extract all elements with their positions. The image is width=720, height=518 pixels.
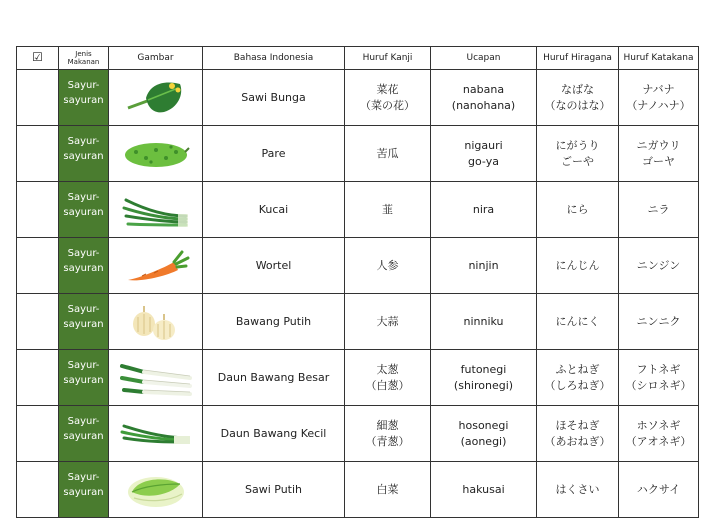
- category-cell: Sayur-sayuran: [59, 350, 109, 406]
- katakana-cell: [619, 406, 699, 462]
- row-checkbox-cell[interactable]: [17, 70, 59, 126]
- indonesia-cell: Wortel: [203, 238, 345, 294]
- gambar-header: Gambar: [109, 47, 203, 70]
- kanji-alt-text: （菜の花）: [360, 98, 415, 112]
- ucapan-alt-text: go-ya: [468, 154, 499, 168]
- ucapan-text: nabana: [462, 82, 505, 96]
- hiragana-cell: [537, 294, 619, 350]
- kanji-text: 細葱: [376, 418, 399, 432]
- katakana-text: ナバナ: [642, 82, 675, 96]
- ucapan-text: ninjin: [468, 258, 499, 272]
- kanji-cell: [345, 294, 431, 350]
- huruf-kanji-header: Huruf Kanji: [345, 47, 431, 70]
- ucapan-cell: [431, 238, 537, 294]
- katakana-alt-text: ゴーヤ: [642, 154, 675, 168]
- green-onion-icon: [109, 414, 202, 454]
- indonesia-cell: Kucai: [203, 182, 345, 238]
- kanji-text: 菜花: [376, 82, 399, 96]
- table-row: [17, 294, 699, 350]
- image-cell: [109, 182, 203, 238]
- indonesia-cell: Sawi Bunga: [203, 70, 345, 126]
- category-cell: Sayur-sayuran: [59, 70, 109, 126]
- katakana-alt-text: （シロネギ）: [625, 378, 692, 392]
- ucapan-alt-text: (shironegi): [453, 378, 514, 392]
- ucapan-cell: [431, 70, 537, 126]
- katakana-cell: [619, 238, 699, 294]
- huruf-hiragana-header: Huruf Hiragana: [537, 47, 619, 70]
- katakana-cell: [619, 462, 699, 518]
- ucapan-text: ninniku: [463, 314, 504, 328]
- table-row: [17, 126, 699, 182]
- ucapan-cell: [431, 406, 537, 462]
- katakana-text: フトネギ: [636, 362, 681, 376]
- ucapan-cell: [431, 350, 537, 406]
- table-row: [17, 462, 699, 518]
- category-cell: Sayur-sayuran: [59, 238, 109, 294]
- category-cell: Sayur-sayuran: [59, 406, 109, 462]
- row-checkbox-cell[interactable]: [17, 294, 59, 350]
- kanji-text: 苦瓜: [376, 146, 399, 160]
- kanji-text: 韮: [382, 202, 393, 216]
- hiragana-cell: [537, 182, 619, 238]
- katakana-cell: [619, 350, 699, 406]
- image-cell: [109, 238, 203, 294]
- mustard-greens-icon: [109, 78, 202, 118]
- image-cell: [109, 462, 203, 518]
- hiragana-cell: [537, 350, 619, 406]
- indonesia-cell: Pare: [203, 126, 345, 182]
- hiragana-cell: [537, 126, 619, 182]
- katakana-cell: [619, 294, 699, 350]
- carrot-icon: [109, 246, 202, 286]
- kanji-cell: [345, 462, 431, 518]
- ucapan-text: nira: [472, 202, 495, 216]
- katakana-text: ニンニク: [636, 314, 681, 328]
- kanji-text: 白菜: [376, 482, 399, 496]
- indonesia-cell: Daun Bawang Besar: [203, 350, 345, 406]
- hiragana-text: ほそねぎ: [555, 418, 600, 432]
- row-checkbox-cell[interactable]: [17, 462, 59, 518]
- katakana-alt-text: （アオネギ）: [625, 434, 692, 448]
- category-cell: Sayur-sayuran: [59, 126, 109, 182]
- row-checkbox-cell[interactable]: [17, 350, 59, 406]
- image-cell: [109, 294, 203, 350]
- ucapan-text: nigauri: [464, 138, 503, 152]
- kanji-cell: [345, 406, 431, 462]
- bahasa-indonesia-header: Bahasa Indonesia: [203, 47, 345, 70]
- katakana-text: ホソネギ: [636, 418, 681, 432]
- kanji-alt-text: （青葱）: [365, 434, 410, 448]
- row-checkbox-cell[interactable]: [17, 126, 59, 182]
- row-checkbox-cell[interactable]: [17, 238, 59, 294]
- hiragana-text: ふとねぎ: [555, 362, 600, 376]
- table-row: [17, 406, 699, 462]
- category-cell: Sayur-sayuran: [59, 182, 109, 238]
- hiragana-alt-text: （あおねぎ）: [544, 434, 611, 448]
- ucapan-cell: [431, 294, 537, 350]
- katakana-cell: [619, 126, 699, 182]
- kanji-cell: [345, 126, 431, 182]
- hiragana-text: にら: [566, 202, 589, 216]
- category-cell: Sayur-sayuran: [59, 462, 109, 518]
- katakana-text: ニンジン: [636, 258, 681, 272]
- kanji-cell: [345, 350, 431, 406]
- katakana-text: ハクサイ: [636, 482, 681, 496]
- table-row: [17, 350, 699, 406]
- kanji-cell: [345, 182, 431, 238]
- indonesia-cell: Daun Bawang Kecil: [203, 406, 345, 462]
- image-cell: [109, 406, 203, 462]
- chive-icon: [109, 190, 202, 230]
- hiragana-text: はくさい: [555, 482, 600, 496]
- hiragana-cell: [537, 462, 619, 518]
- indonesia-cell: Bawang Putih: [203, 294, 345, 350]
- katakana-text: ニラ: [647, 202, 670, 216]
- hiragana-text: にんじん: [555, 258, 600, 272]
- huruf-katakana-header: Huruf Katakana: [619, 47, 699, 70]
- image-cell: [109, 126, 203, 182]
- ucapan-text: futonegi: [460, 362, 507, 376]
- hiragana-alt-text: ごーや: [561, 154, 594, 168]
- row-checkbox-cell[interactable]: [17, 182, 59, 238]
- ucapan-cell: [431, 182, 537, 238]
- hiragana-cell: [537, 238, 619, 294]
- kanji-cell: [345, 70, 431, 126]
- table-row: [17, 70, 699, 126]
- katakana-alt-text: （ナノハナ）: [626, 98, 691, 112]
- jenis-makanan-header: Jenis Makanan: [59, 47, 109, 70]
- hiragana-text: なばな: [561, 82, 594, 96]
- image-cell: [109, 70, 203, 126]
- hiragana-cell: [537, 406, 619, 462]
- bitter-melon-icon: [109, 134, 202, 174]
- indonesia-cell: Sawi Putih: [203, 462, 345, 518]
- header-row: [17, 47, 699, 70]
- kanji-alt-text: （白葱）: [365, 378, 410, 392]
- ucapan-cell: [431, 462, 537, 518]
- katakana-cell: [619, 182, 699, 238]
- ucapan-cell: [431, 126, 537, 182]
- ucapan-text: hosonegi: [458, 418, 509, 432]
- kanji-cell: [345, 238, 431, 294]
- katakana-text: ニガウリ: [636, 138, 681, 152]
- vocabulary-table: [16, 46, 699, 518]
- hiragana-cell: [537, 70, 619, 126]
- table-row: [17, 182, 699, 238]
- ucapan-alt-text: (aonegi): [460, 434, 507, 448]
- table-row: [17, 238, 699, 294]
- leek-icon: [109, 358, 202, 398]
- kanji-text: 大蒜: [376, 314, 399, 328]
- image-cell: [109, 350, 203, 406]
- ucapan-text: hakusai: [462, 482, 505, 496]
- ucapan-header: Ucapan: [431, 47, 537, 70]
- kanji-text: 人参: [376, 258, 399, 272]
- katakana-cell: [619, 70, 699, 126]
- ucapan-alt-text: (nanohana): [451, 98, 516, 112]
- hiragana-alt-text: （しろねぎ）: [544, 378, 611, 392]
- checkbox-header[interactable]: [17, 47, 59, 70]
- kanji-text: 太葱: [376, 362, 399, 376]
- checkbox-icon[interactable]: ☑: [32, 50, 43, 64]
- hiragana-text: にがうり: [555, 138, 600, 152]
- garlic-icon: [109, 302, 202, 342]
- category-cell: Sayur-sayuran: [59, 294, 109, 350]
- hiragana-alt-text: （なのはな）: [544, 98, 611, 112]
- hiragana-text: にんにく: [555, 314, 600, 328]
- row-checkbox-cell[interactable]: [17, 406, 59, 462]
- napa-cabbage-icon: [109, 470, 202, 510]
